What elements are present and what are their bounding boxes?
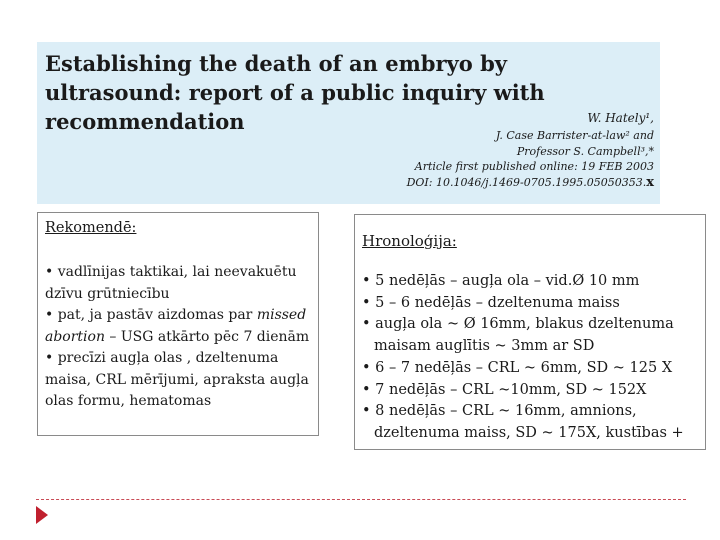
list-item: • 8 nedēļās – CRL ~ 16mm, amnions, bbox=[362, 403, 637, 420]
recommendations-list bbox=[45, 262, 311, 413]
list-item: • 6 – 7 nedēļās – CRL ~ 6mm, SD ~ 125 X bbox=[362, 359, 673, 376]
title-line-2: ultrasound: report of a public inquiry with bbox=[45, 80, 545, 105]
list-item: • 5 – 6 nedēļās – dzeltenuma maiss bbox=[362, 294, 620, 311]
footer-divider bbox=[36, 499, 686, 500]
list-item: • augļa ola ~ Ø 16mm, blakus dzeltenuma bbox=[362, 316, 674, 333]
list-item: • vadlīnijas taktikai, lai neevakuētu dzīvu grūtniecību bbox=[45, 264, 297, 302]
list-item bbox=[45, 305, 311, 348]
title-line-1: Establishing the death of an embryo by bbox=[45, 51, 507, 76]
publication-date: Article first published online: 19 FEB 2003 bbox=[414, 160, 654, 173]
chronology-list bbox=[362, 271, 705, 445]
citation-block bbox=[334, 109, 654, 190]
author-hately: W. Hately¹, bbox=[587, 111, 654, 125]
author-campbell: Professor S. Campbell³,* bbox=[516, 144, 654, 158]
list-item-text: • pat, ja pastāv aizdomas par bbox=[45, 307, 253, 323]
author-case: J. Case Barrister-at-law² and bbox=[495, 129, 654, 142]
play-triangle-icon[interactable] bbox=[36, 506, 48, 524]
doi-text: DOI: 10.1046/j.1469-0705.1995.05050353. bbox=[406, 175, 647, 189]
title-line-3: recommendation bbox=[45, 109, 245, 134]
list-item: • 5 nedēļās – augļa ola – vid.Ø 10 mm bbox=[362, 273, 640, 289]
chronology-heading: Hronoloģija: bbox=[362, 232, 457, 250]
list-item-text: – USG atkārto pēc 7 dienām bbox=[104, 328, 310, 345]
list-item: • precīzi augļa olas , dzeltenuma maisa, CRL mērījumi, apraksta augļa olas formu, hematomas bbox=[45, 350, 309, 409]
doi-suffix: x bbox=[646, 174, 654, 190]
list-item-continuation: dzeltenuma maiss, SD ~ 175X, kustības + bbox=[374, 424, 684, 441]
doi-line bbox=[334, 175, 654, 191]
missed-abortion-term: missed abortion bbox=[45, 307, 307, 345]
chronology-box bbox=[354, 214, 706, 450]
recommendations-box bbox=[37, 212, 319, 436]
list-item: • 7 nedēļās – CRL ~10mm, SD ~ 152X bbox=[362, 381, 647, 398]
recommendations-heading: Rekomendē: bbox=[45, 220, 137, 236]
list-item-continuation: maisam auglītis ~ 3mm ar SD bbox=[374, 338, 595, 355]
header-panel bbox=[37, 42, 660, 204]
